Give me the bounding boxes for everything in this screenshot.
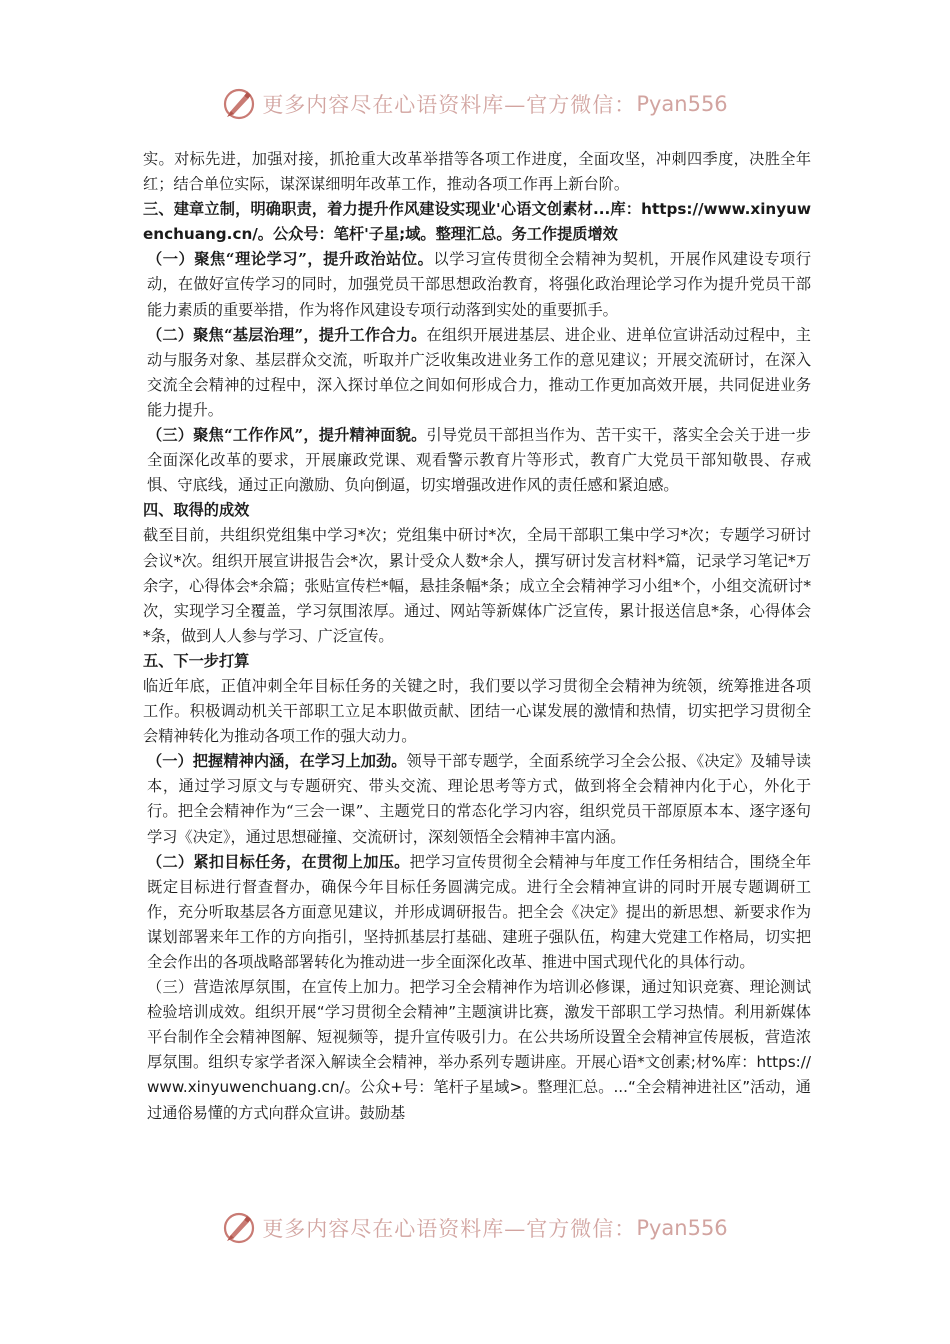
banner-text: 更多内容尽在心语资料库—官方微信： — [262, 1217, 637, 1241]
paragraph-intro: 实。对标先进，加强对接，抓抢重大改革举措等各项工作进度，全面攻坚，冲刺四季度，决胜全年红；结合单位实际，谋深谋细明年改革工作，推动各项工作再上新台阶。 — [143, 150, 811, 194]
subheading-3-1: （一）聚焦“理论学习”，提升政治站位。 — [147, 250, 434, 269]
banner-text: 更多内容尽在心语资料库—官方微信： — [262, 93, 637, 117]
heading-section-4: 四、取得的成效 — [143, 501, 250, 520]
paragraph-5-1 — [143, 749, 811, 849]
subheading-5-2: （二）紧扣目标任务，在贯彻上加压。 — [147, 852, 410, 871]
document-body — [143, 147, 811, 1126]
pen-logo-icon — [222, 1211, 256, 1245]
body-3-3: 引导党员干部担当作为、苦干实干，落实全会关于进一步全面深化改革的要求，开展廉政党课、观看警示教育片等形式，教育广大党员干部知敬畏、存戒惧、守底线，通过正向激励、负向倒逼，切实增强改进作风的责任感和紧迫感。 — [147, 426, 811, 495]
paragraph-5-3: （三）营造浓厚氛围，在宣传上加力。把学习全会精神作为培训必修课，通过知识竞赛、理论测试检验培训成效。组织开展“学习贯彻全会精神”主题演讲比赛，激发干部职工学习热情。利用新媒体平台制作全会精神图解、短视频等，提升宣传吸引力。在公共场所设置全会精神宣传展板，营造浓厚氛围。组织专家学者深入解读全会精神，举办系列专题讲座。开展心语*文创素;材%库：https://www.xinyuwenchuang.cn/。公众+号：笔杆子星域>。整理汇总。...“全会精神进社区”活动，通过通俗易懂的方式向群众宣讲。鼓励基 — [147, 978, 811, 1122]
heading-section-3: 三、建章立制，明确职责，着力提升作风建设实现业'心语文创素材...库：https://www.xinyuwenchuang.cn/。公众号：笔杆'子星;域。整理汇总。务工作提质增效 — [143, 200, 811, 244]
header-banner — [0, 84, 950, 124]
paragraph-results: 截至目前，共组织党组集中学习*次；党组集中研讨*次，全局干部职工集中学习*次；专题学习研讨会议*次。组织开展宣讲报告会*次，累计受众人数*余人，撰写研讨发言材料*篇，记录学习笔记*万余字，心得体会*余篇；张贴宣传栏*幅，悬挂条幅*条；成立全会精神学习小组*个，小组交流研讨*次，实现学习全覆盖，学习氛围浓厚。通过、网站等新媒体广泛宣传，累计报送信息*条，心得体会*条，做到人人参与学习、广泛宣传。 — [143, 526, 811, 645]
subheading-3-2: （二）聚焦“基层治理”，提升工作合力。 — [147, 325, 427, 344]
body-3-2: 在组织开展进基层、进企业、进单位宣讲活动过程中，主动与服务对象、基层群众交流，听取并广泛收集改进业务工作的意见建议；开展交流研讨，在深入交流全会精神的过程中，深入探讨单位之间如何形成合力，推动工作更加高效开展，共同促进业务能力提升。 — [147, 325, 811, 419]
banner-wechat-id: Pyan556 — [636, 1216, 728, 1240]
heading-section-5: 五、下一步打算 — [143, 651, 250, 670]
paragraph-5-2 — [143, 850, 811, 975]
footer-banner — [0, 1208, 950, 1248]
body-5-2: 把学习宣传贯彻全会精神与年度工作任务相结合，围绕全年既定目标进行督查督办，确保今年目标任务圆满完成。进行全会精神宣讲的同时开展专题调研工作，充分听取基层各方面意见建议，并形成调研报告。把全会《决定》提出的新思想、新要求作为谋划部署来年工作的方向指引，坚持抓基层打基础、建班子强队伍，构建大党建工作格局，切实把全会作出的各项战略部署转化为推动进一步全面深化改革、推进中国式现代化的具体行动。 — [147, 852, 812, 971]
subheading-3-3: （三）聚焦“工作作风”，提升精神面貌。 — [147, 426, 427, 445]
banner-wechat-id: Pyan556 — [636, 92, 728, 116]
pen-logo-icon — [222, 87, 256, 121]
body-5-1: 领导干部专题学，全面系统学习全会公报、《决定》及辅导读本，通过学习原文与专题研究、带头交流、理论思考等方式，做到将全会精神内化于心，外化于行。把全会精神作为“三会一课”、主题党日的常态化学习内容，组织党员干部原原本本、逐字逐句学习《决定》，通过思想碰撞、交流研讨，深刻领悟全会精神丰富内涵。 — [147, 752, 811, 846]
body-3-1: 以学习宣传贯彻全会精神为契机，开展作风建设专项行动，在做好宣传学习的同时，加强党员干部思想政治教育，将强化政治理论学习作为提升党员干部能力素质的重要举措，作为将作风建设专项行动落到实处的重要抓手。 — [147, 250, 812, 319]
subheading-5-1: （一）把握精神内涵，在学习上加劲。 — [147, 752, 407, 771]
paragraph-3-2 — [143, 323, 811, 423]
paragraph-3-1 — [143, 247, 811, 322]
paragraph-3-3 — [143, 423, 811, 498]
paragraph-next-steps: 临近年底，正值冲刺全年目标任务的关键之时，我们要以学习贯彻全会精神为统领，统筹推进各项工作。积极调动机关干部职工立足本职做贡献、团结一心谋发展的激情和热情，切实把学习贯彻全会精神转化为推动各项工作的强大动力。 — [143, 676, 811, 746]
